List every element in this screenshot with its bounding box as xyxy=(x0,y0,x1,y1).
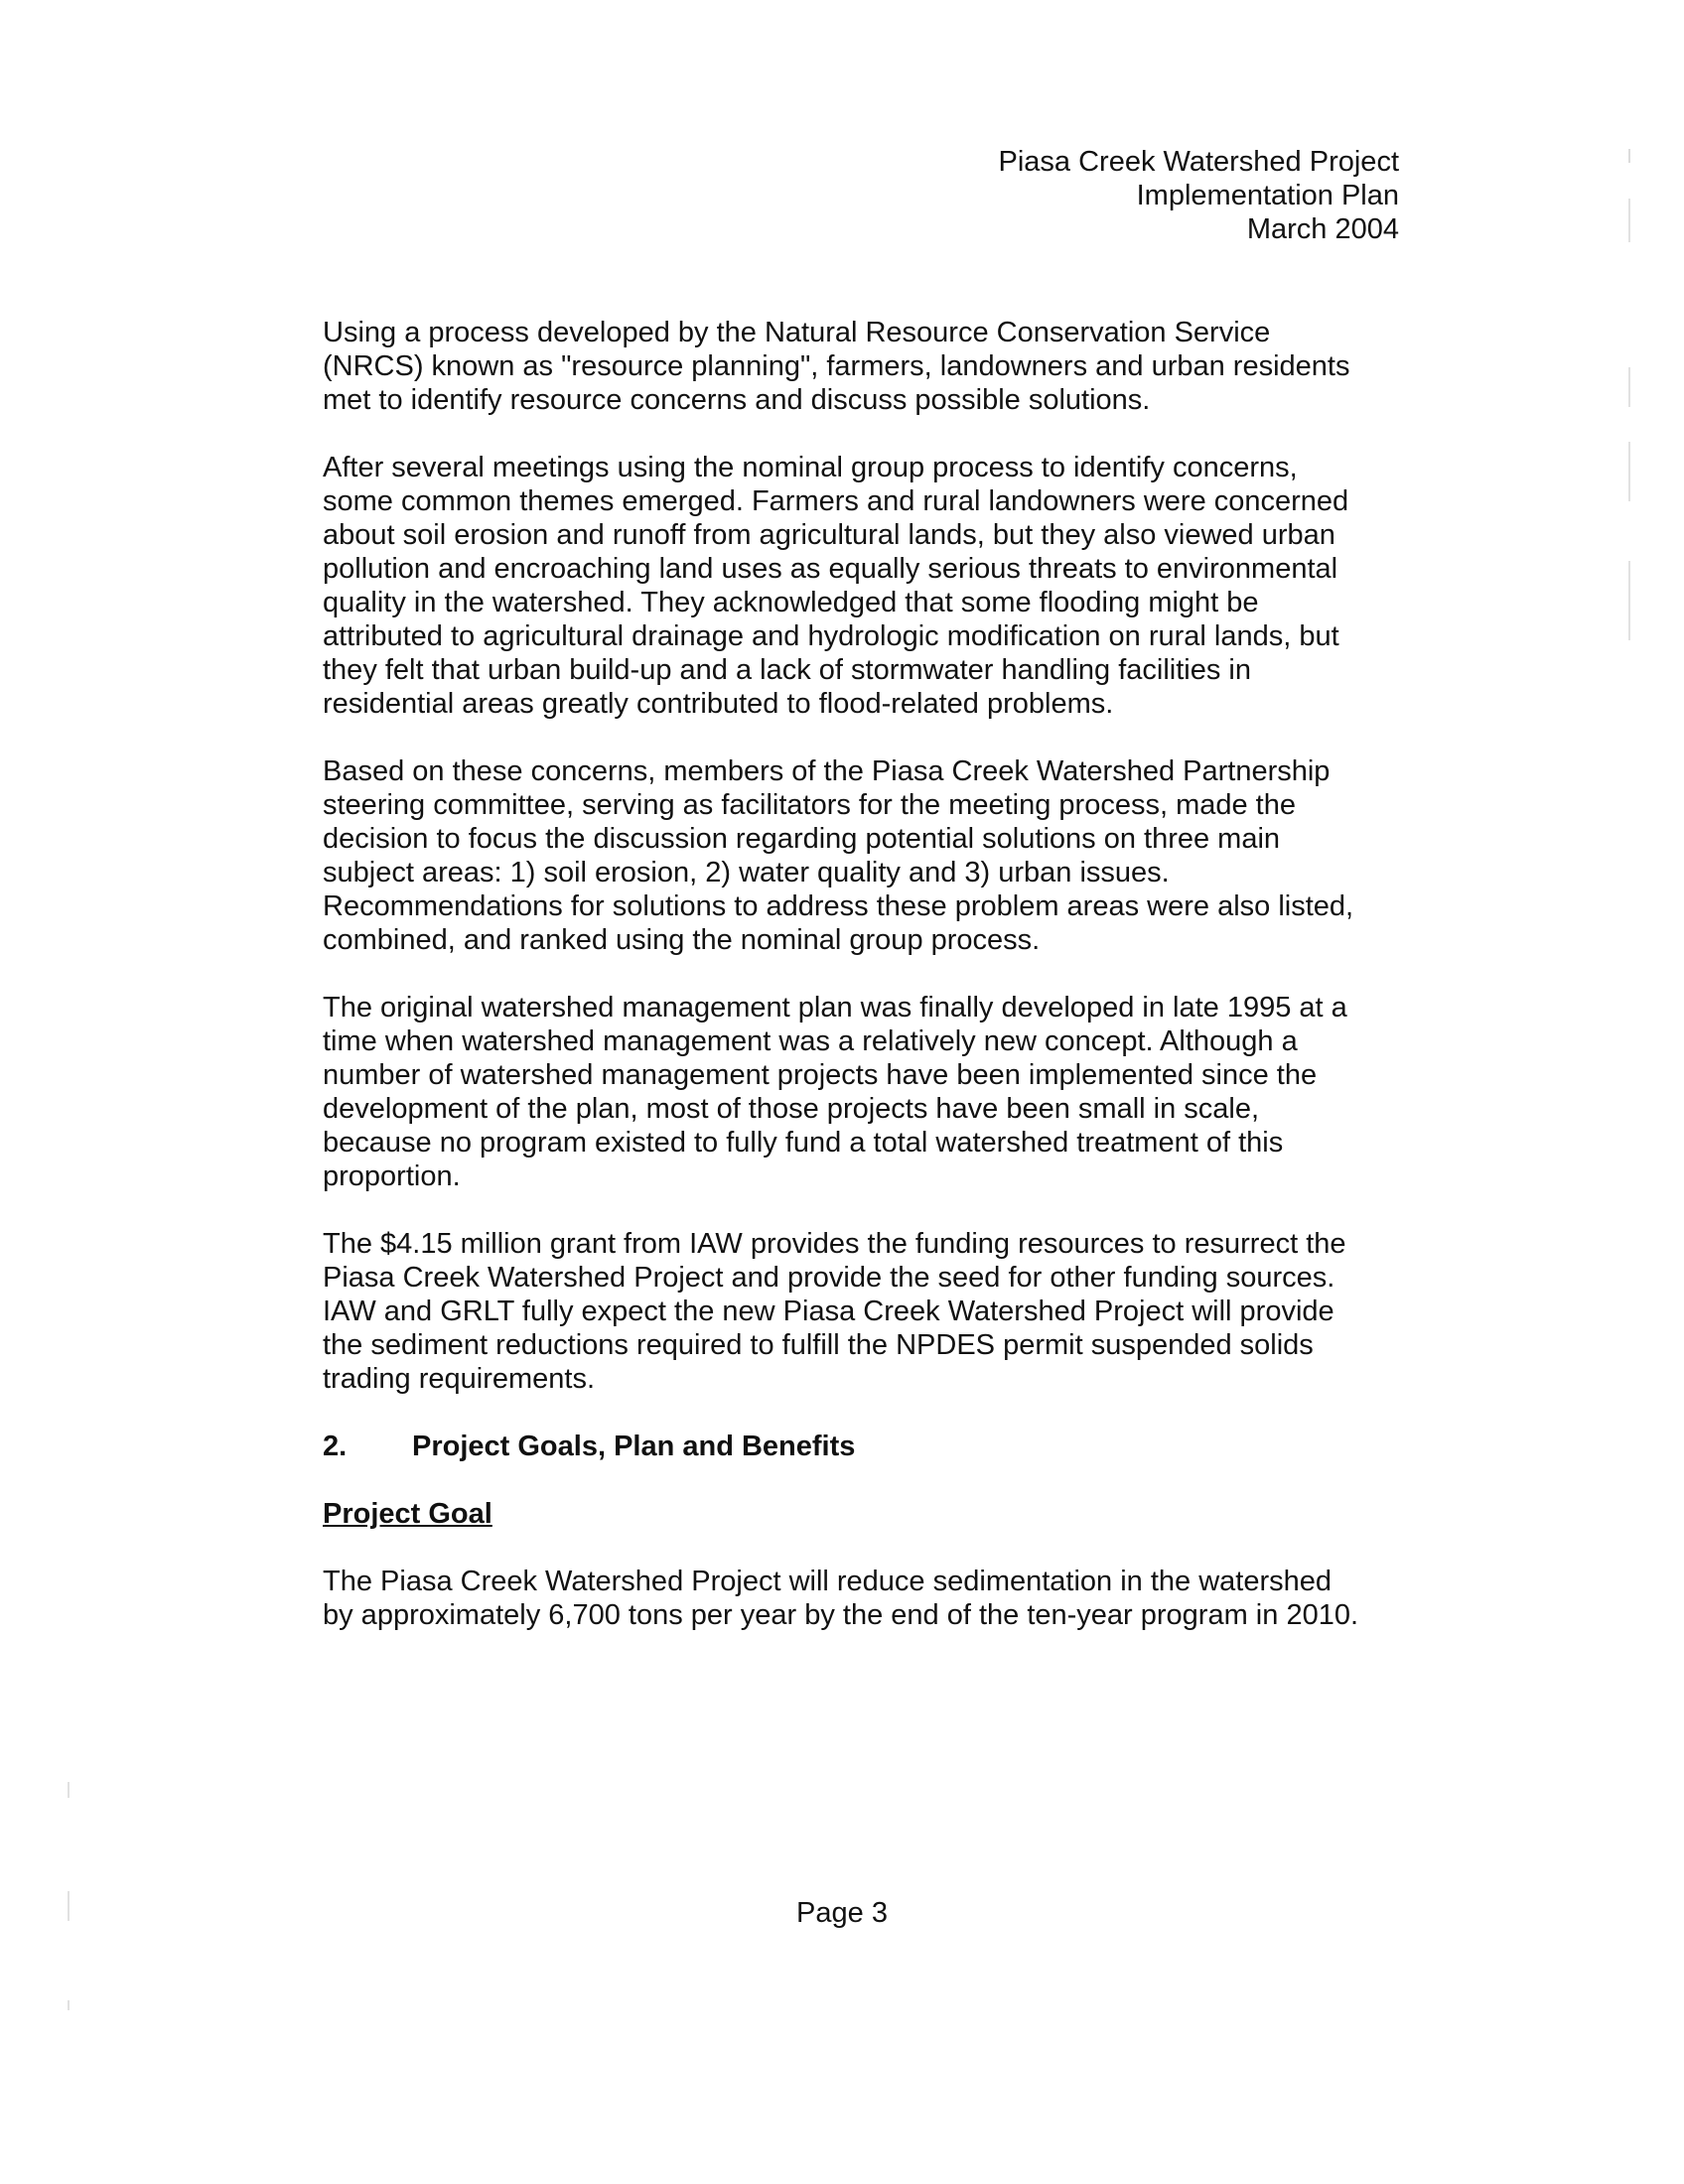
scan-artifact xyxy=(1628,367,1630,407)
document-body xyxy=(323,316,1405,1666)
text-line: quality in the watershed. They acknowledged that some flooding might be xyxy=(323,587,1259,618)
subsection-heading: Project Goal xyxy=(323,1498,492,1530)
paragraph-project-goal xyxy=(323,1565,1405,1632)
text-line: combined, and ranked using the nominal group process. xyxy=(323,924,1041,956)
paragraph-grant-funding xyxy=(323,1227,1405,1396)
header-project-title: Piasa Creek Watershed Project xyxy=(998,146,1399,178)
text-line: time when watershed management was a relatively new concept. Although a xyxy=(323,1025,1298,1057)
text-line: Piasa Creek Watershed Project and provide the seed for other funding sources. xyxy=(323,1262,1335,1294)
text-line: attributed to agricultural drainage and hydrologic modification on rural lands, but xyxy=(323,620,1339,652)
section-title: Project Goals, Plan and Benefits xyxy=(412,1431,856,1462)
text-line: proportion. xyxy=(323,1160,461,1192)
text-line: After several meetings using the nominal group process to identify concerns, xyxy=(323,452,1298,483)
paragraph-resource-planning xyxy=(323,316,1405,417)
paragraph-common-themes xyxy=(323,451,1405,721)
text-line: pollution and encroaching land uses as equally serious threats to environmental xyxy=(323,553,1338,585)
header-date: March 2004 xyxy=(1246,213,1399,245)
text-line: The $4.15 million grant from IAW provides the funding resources to resurrect the xyxy=(323,1228,1346,1260)
text-line: decision to focus the discussion regarding potential solutions on three main xyxy=(323,823,1281,855)
text-line: met to identify resource concerns and discuss possible solutions. xyxy=(323,384,1151,416)
text-line: about soil erosion and runoff from agricultural lands, but they also viewed urban xyxy=(323,519,1335,551)
text-line: some common themes emerged. Farmers and rural landowners were concerned xyxy=(323,485,1349,517)
text-line: Recommendations for solutions to address these problem areas were also listed, xyxy=(323,890,1354,922)
scan-artifact xyxy=(1628,561,1630,640)
scan-artifact xyxy=(68,2000,70,2010)
section-heading xyxy=(323,1430,1405,1463)
text-line: Based on these concerns, members of the Piasa Creek Watershed Partnership xyxy=(323,755,1331,787)
text-line: trading requirements. xyxy=(323,1363,596,1395)
text-line: the sediment reductions required to fulfill the NPDES permit suspended solids xyxy=(323,1329,1314,1361)
scan-artifact xyxy=(1628,149,1630,163)
paragraph-original-plan xyxy=(323,991,1405,1193)
text-line: The Piasa Creek Watershed Project will reduce sedimentation in the watershed xyxy=(323,1566,1333,1597)
text-line: IAW and GRLT fully expect the new Piasa Creek Watershed Project will provide xyxy=(323,1296,1334,1327)
paragraph-subject-areas xyxy=(323,754,1405,957)
text-line: The original watershed management plan was finally developed in late 1995 at a xyxy=(323,992,1347,1024)
text-line: because no program existed to fully fund a total watershed treatment of this xyxy=(323,1127,1284,1159)
text-line: steering committee, serving as facilitators for the meeting process, made the xyxy=(323,789,1296,821)
text-line: Using a process developed by the Natural Resource Conservation Service xyxy=(323,317,1271,348)
header-plan-title: Implementation Plan xyxy=(1136,180,1399,211)
text-line: by approximately 6,700 tons per year by the end of the ten-year program in 2010. xyxy=(323,1599,1359,1631)
scan-artifact xyxy=(1628,442,1630,501)
text-line: subject areas: 1) soil erosion, 2) water quality and 3) urban issues. xyxy=(323,857,1170,888)
document-header xyxy=(803,145,1399,246)
scan-artifact xyxy=(1628,199,1630,242)
text-line: development of the plan, most of those projects have been small in scale, xyxy=(323,1093,1260,1125)
text-line: residential areas greatly contributed to flood-related problems. xyxy=(323,688,1114,720)
text-line: (NRCS) known as "resource planning", farmers, landowners and urban residents xyxy=(323,350,1350,382)
scan-artifact xyxy=(68,1782,70,1798)
text-line: number of watershed management projects have been implemented since the xyxy=(323,1059,1318,1091)
text-line: they felt that urban build-up and a lack of stormwater handling facilities in xyxy=(323,654,1251,686)
page-number: Page 3 xyxy=(796,1897,888,1929)
section-number: 2. xyxy=(323,1431,348,1462)
scan-artifact xyxy=(68,1891,70,1921)
